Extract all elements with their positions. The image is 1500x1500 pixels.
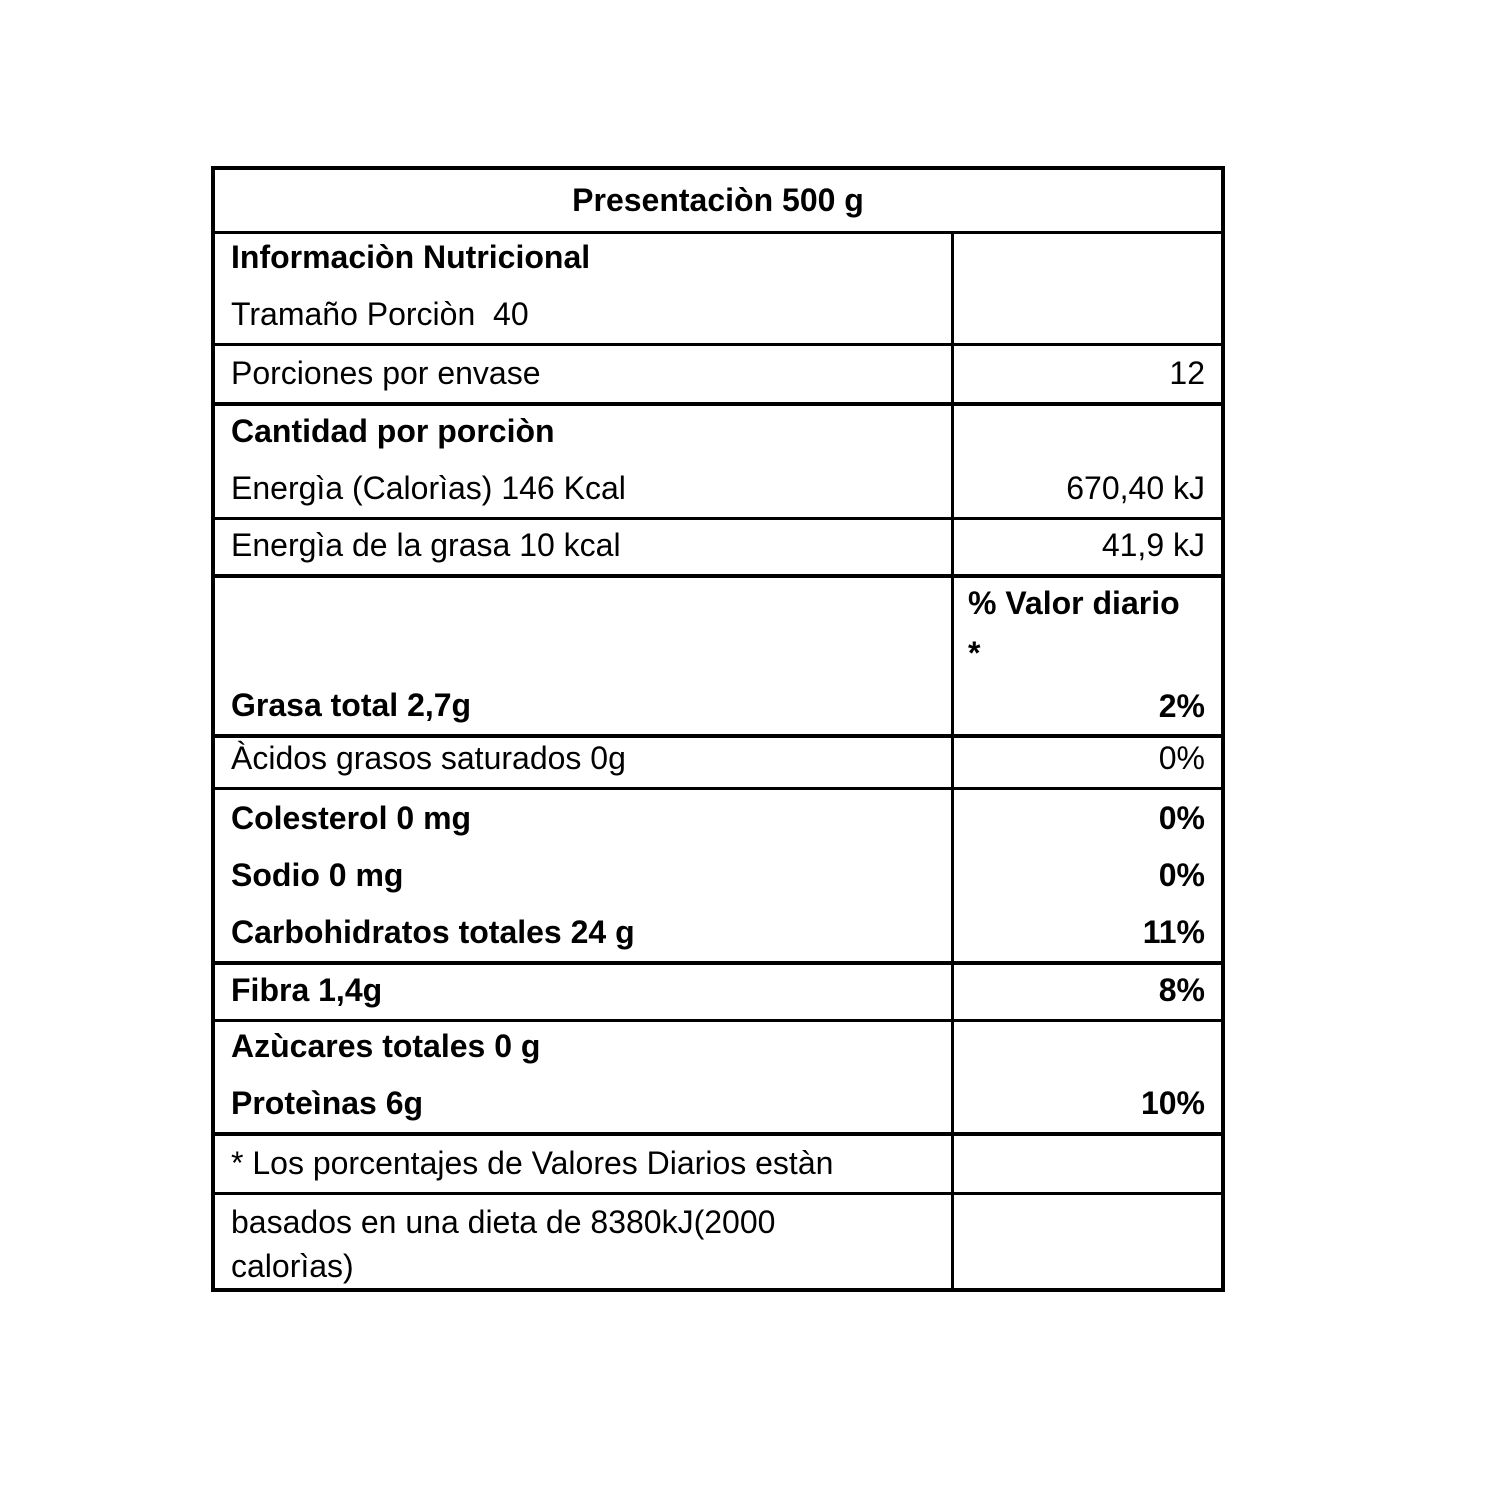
cell-porciones-label [215, 346, 954, 402]
value-grasa-total-pct: 2% [1158, 688, 1205, 724]
value-proteinas-pct: 10% [1140, 1085, 1205, 1121]
cell-footnote-1-empty [954, 1136, 1221, 1192]
row-footnote-2 [215, 1195, 1221, 1288]
value-porciones-por-envase: 12 [1169, 355, 1205, 391]
label-cantidad-por-porcion: Cantidad por porciòn [231, 413, 555, 449]
row-cantidad-energia [215, 406, 1221, 520]
label-proteinas: Proteìnas 6g [231, 1085, 424, 1121]
label-colesterol: Colesterol 0 mg [231, 800, 472, 836]
row-informacion-nutricional [215, 234, 1221, 346]
header-valor-diario-asterisk: * [968, 635, 981, 671]
value-energia-kj: 670,40 kJ [1066, 470, 1205, 506]
cell-valor-diario [954, 578, 1221, 734]
label-grasa-total: Grasa total 2,7g [231, 687, 472, 723]
cell-energia-grasa-value [954, 520, 1221, 574]
cell-colesterol-group-labels [215, 790, 954, 961]
footnote-line-2: basados en una dieta de 8380kJ(2000 [231, 1204, 776, 1240]
footnote-line-3: calorìas) [231, 1248, 354, 1284]
label-porciones-por-envase: Porciones por envase [231, 355, 541, 391]
cell-footnote-2-empty [954, 1195, 1221, 1288]
row-energia-grasa [215, 520, 1221, 578]
header-percent-valor-diario: % Valor diario [968, 585, 1180, 621]
label-fibra: Fibra 1,4g [231, 972, 383, 1008]
row-footnote-1 [215, 1136, 1221, 1195]
row-azucares-proteinas [215, 1022, 1221, 1136]
cell-azucares-proteinas-labels [215, 1022, 954, 1132]
row-fibra [215, 965, 1221, 1022]
value-energia-grasa-kj: 41,9 kJ [1101, 527, 1205, 563]
cell-porciones-value [954, 346, 1221, 402]
value-acidos-grasos-pct: 0% [1158, 740, 1205, 776]
cell-footnote-1 [215, 1136, 954, 1192]
footnote-line-1: * Los porcentajes de Valores Diarios estàn [231, 1145, 834, 1181]
cell-footnote-2 [215, 1195, 954, 1288]
cell-acidos-label [215, 738, 954, 787]
row-colesterol-sodio-carbohidratos [215, 790, 1221, 965]
cell-grasa-total-label [215, 578, 954, 734]
cell-fibra-label [215, 965, 954, 1019]
label-energia-calorias: Energìa (Calorìas) 146 Kcal [231, 470, 626, 506]
title-cell [215, 170, 1221, 231]
value-sodio-pct: 0% [1158, 857, 1205, 893]
value-carbohidratos-pct: 11% [1142, 914, 1205, 950]
cell-energia-grasa-label [215, 520, 954, 574]
label-sodio: Sodio 0 mg [231, 857, 404, 893]
cell-informacion [215, 234, 954, 343]
label-carbohidratos-totales: Carbohidratos totales 24 g [231, 914, 635, 950]
nutrition-table [211, 166, 1225, 1292]
cell-informacion-value-empty [954, 234, 1221, 343]
row-presentacion [215, 170, 1221, 234]
row-grasa-total [215, 578, 1221, 738]
row-porciones-por-envase [215, 346, 1221, 406]
cell-fibra-value [954, 965, 1221, 1019]
value-fibra-pct: 8% [1158, 972, 1205, 1008]
label-informacion-nutricional: Informaciòn Nutricional [231, 239, 591, 275]
row-acidos-grasos [215, 738, 1221, 790]
cell-colesterol-group-values [954, 790, 1221, 961]
label-tamano-porcion: Tramaño Porciòn 40 [231, 296, 529, 332]
cell-energia-value [954, 406, 1221, 517]
label-acidos-grasos-saturados: Àcidos grasos saturados 0g [231, 740, 626, 776]
valor-diario-header [968, 578, 1205, 678]
table-title: Presentaciòn 500 g [572, 182, 864, 218]
value-colesterol-pct: 0% [1158, 800, 1205, 836]
label-azucares-totales: Azùcares totales 0 g [231, 1028, 541, 1064]
label-energia-de-la-grasa: Energìa de la grasa 10 kcal [231, 527, 621, 563]
cell-proteinas-value [954, 1022, 1221, 1132]
cell-cantidad-label [215, 406, 954, 517]
cell-acidos-value [954, 738, 1221, 787]
